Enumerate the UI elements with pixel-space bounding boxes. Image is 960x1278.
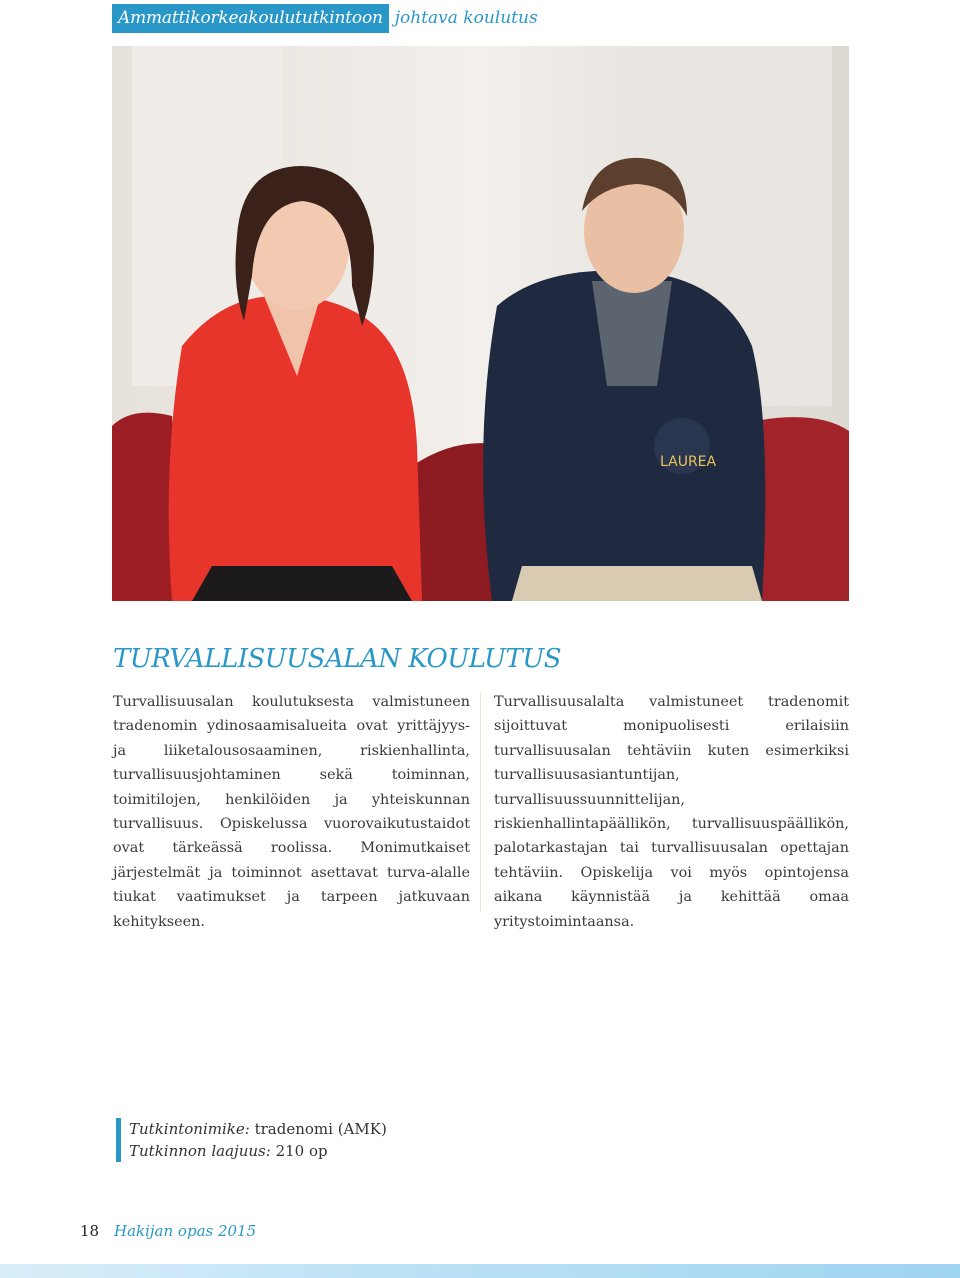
degree-title-label: Tutkintonimike: bbox=[129, 1120, 250, 1138]
svg-text:LAUREA: LAUREA bbox=[660, 454, 717, 470]
page-footer bbox=[80, 1216, 960, 1246]
degree-info-box bbox=[116, 1118, 387, 1162]
running-header bbox=[112, 4, 538, 33]
header-tag: Ammattikorkeakoulututkintoon bbox=[112, 4, 389, 33]
students-photo bbox=[112, 46, 849, 601]
section-title: TURVALLISUUSALAN KOULUTUS bbox=[113, 644, 562, 674]
footer-gradient-bar bbox=[0, 1264, 960, 1278]
degree-scope-value: 210 op bbox=[275, 1142, 328, 1160]
right-column-text bbox=[494, 690, 849, 934]
left-paragraph: Turvallisuusalan koulutuksesta valmistuneen tradenomin ydinosaamisalueita ovat yrittäjyys- ja liiketalousosaaminen, riskienhallinta, turvallisuusjohtaminen sekä toiminnan, toimitilojen, henkilöiden ja yhteiskunnan turvallisuus. Opiskelussa vuorovaikutustaidot ovat tärkeässä roolissa. Monimutkaiset järjestelmät ja toiminnot asettavat turva-alalle tiukat vaatimukset ja tarpeen jatkuvaan kehitykseen. bbox=[113, 694, 470, 930]
photo-illustration bbox=[112, 46, 849, 601]
degree-scope-label: Tutkinnon laajuus: bbox=[129, 1142, 271, 1160]
column-divider bbox=[480, 692, 481, 912]
degree-title-row bbox=[129, 1118, 387, 1140]
page-number: 18 bbox=[80, 1222, 100, 1240]
header-subtitle: johtava koulutus bbox=[394, 8, 538, 28]
degree-scope-row bbox=[129, 1140, 387, 1162]
publication-title: Hakijan opas 2015 bbox=[114, 1222, 257, 1240]
left-column-text bbox=[113, 690, 470, 934]
right-paragraph: Turvallisuusalalta valmistuneet tradenomit sijoittuvat monipuolisesti erilaisiin turvallisuusalan tehtäviin kuten esimerkiksi turvallisuusasiantuntijan, turvallisuussuunnittelijan, riskienhallintapäällikön, turvallisuuspäällikön, palotarkastajan tai turvallisuusalan opettajan tehtäviin. Opiskelija voi myös opintojensa aikana käynnistää ja kehittää omaa yritystoimintaansa. bbox=[494, 694, 849, 930]
degree-title-value: tradenomi (AMK) bbox=[254, 1120, 387, 1138]
